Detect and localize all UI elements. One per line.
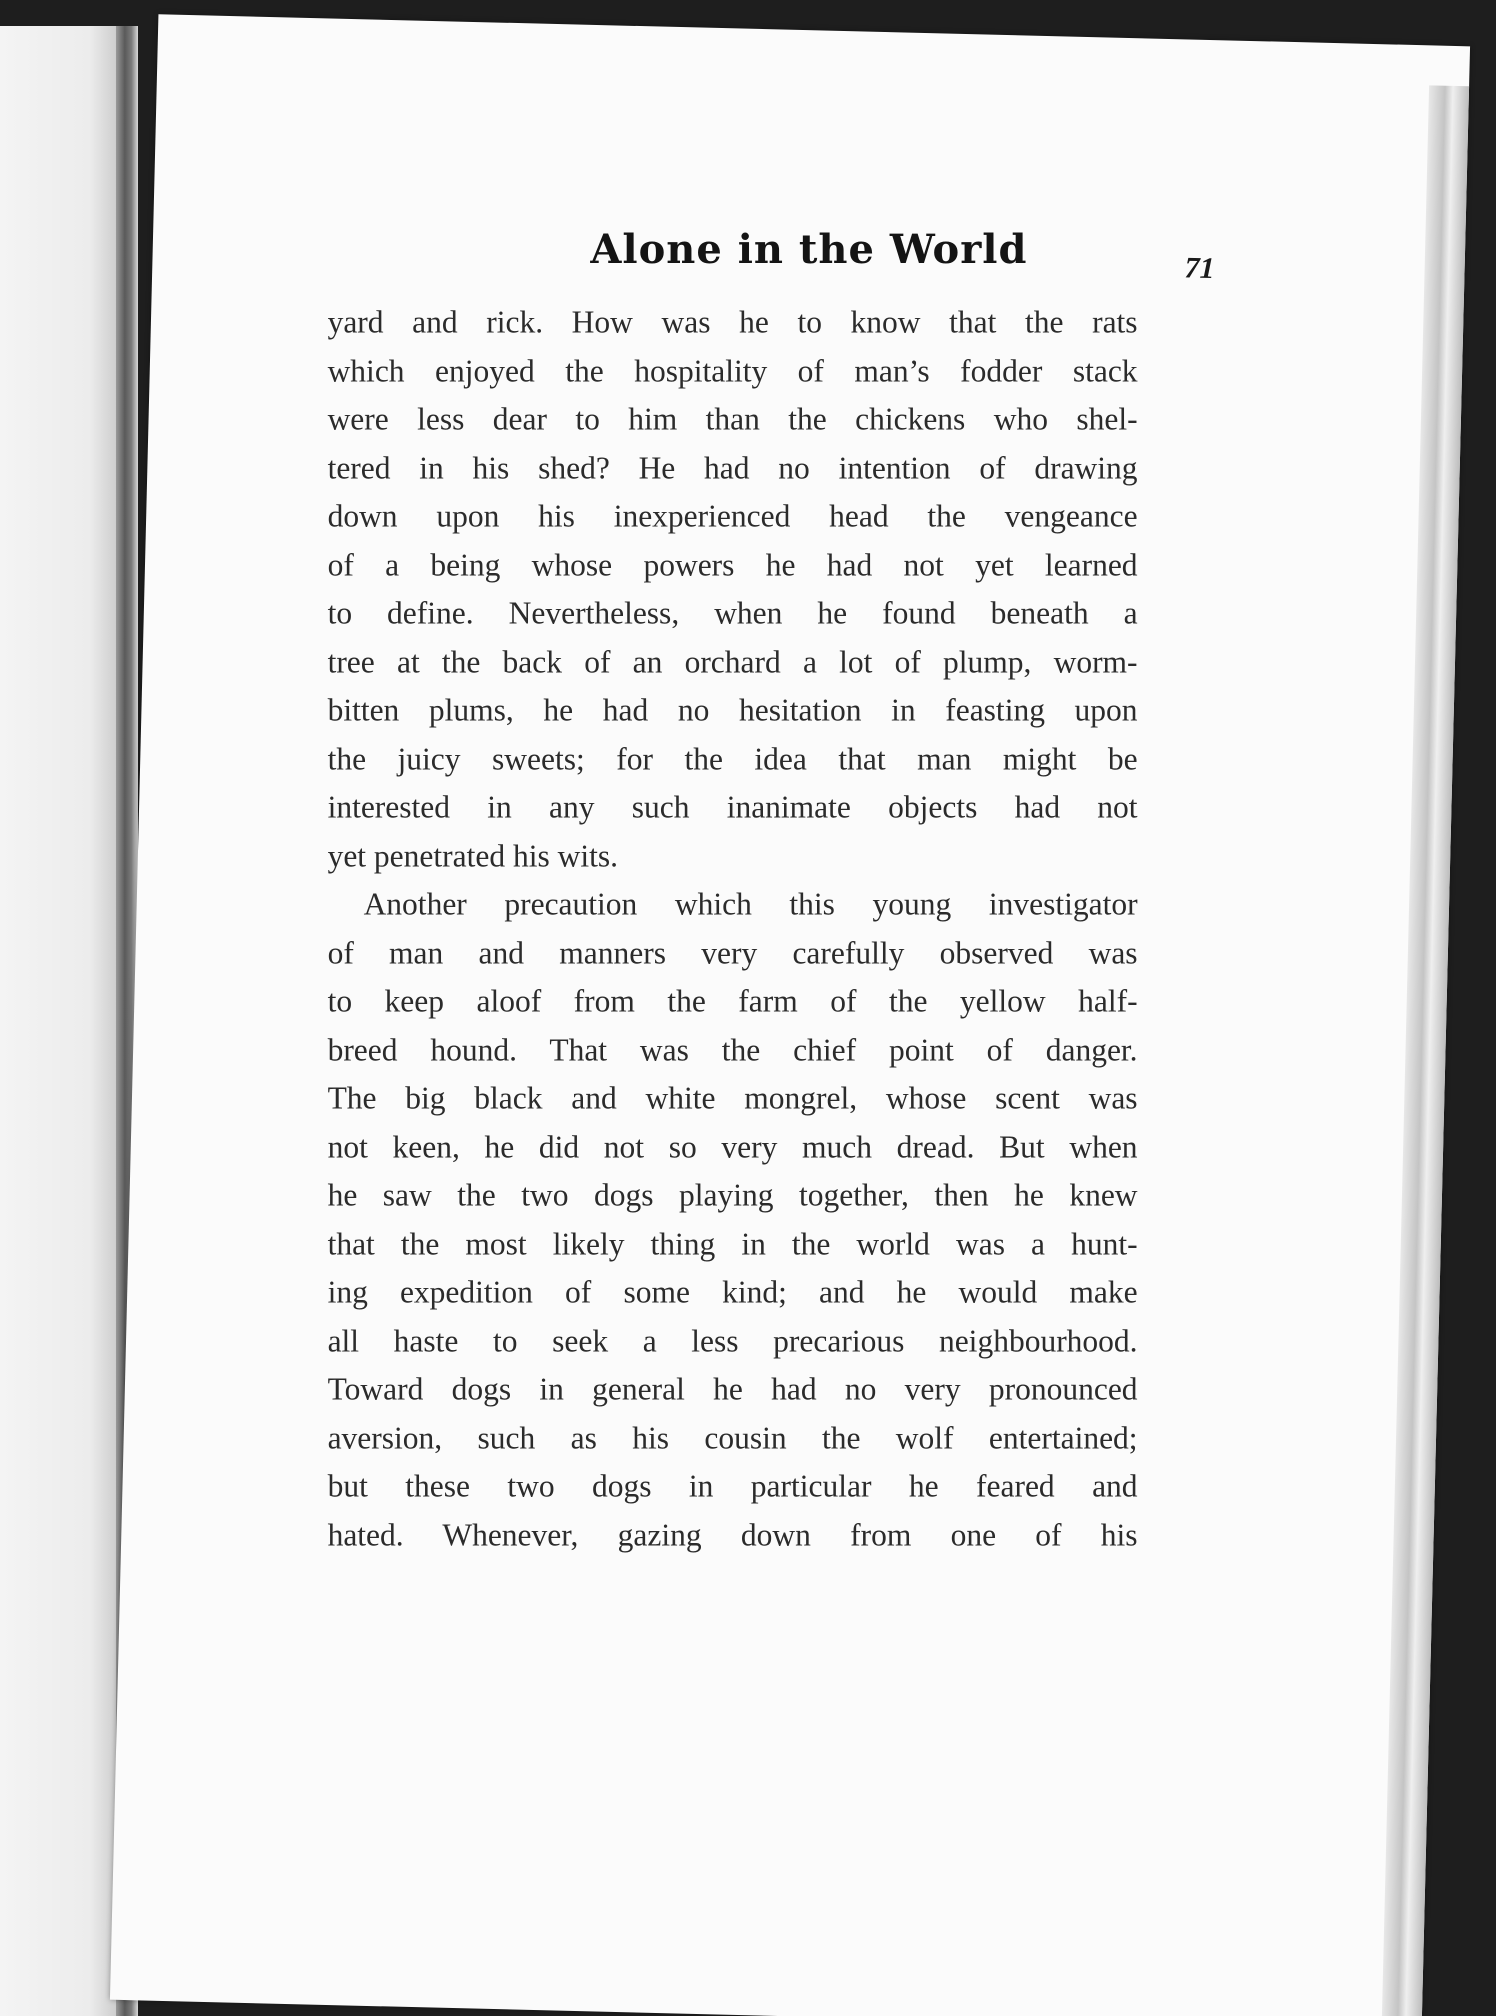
text-line: of a being whose powers he had not yet learned — [327, 546, 1138, 582]
text-line: Toward dogs in general he had no very pronounced — [327, 1371, 1138, 1407]
text-line: aversion, such as his cousin the wolf entertained; — [327, 1419, 1138, 1455]
text-line: but these two dogs in particular he feared and — [327, 1468, 1138, 1504]
text-line: tered in his shed? He had no intention of drawing — [327, 449, 1138, 485]
text-line: not keen, he did not so very much dread. But when — [327, 1128, 1138, 1164]
text-line: breed hound. That was the chief point of danger. — [327, 1031, 1138, 1067]
text-line: yard and rick. How was he to know that the rats — [327, 304, 1138, 340]
book-page — [110, 14, 1470, 2016]
text-line: yet penetrated his wits. — [327, 837, 618, 873]
text-line: to keep aloof from the farm of the yellow half- — [327, 983, 1138, 1019]
body-text — [328, 298, 1138, 1559]
text-line: down upon his inexperienced head the vengeance — [327, 498, 1138, 534]
page-number: 71 — [1184, 251, 1215, 286]
page-stack-edge — [1381, 85, 1469, 2016]
text-line: to define. Nevertheless, when he found beneath a — [327, 595, 1138, 631]
text-line: bitten plums, he had no hesitation in feasting upon — [327, 692, 1138, 728]
text-line: The big black and white mongrel, whose scent was — [327, 1080, 1138, 1116]
text-line: Another precaution which this young investigator — [363, 886, 1138, 922]
text-line: which enjoyed the hospitality of man’s fodder stack — [327, 352, 1138, 388]
text-line: tree at the back of an orchard a lot of plump, worm- — [327, 643, 1138, 679]
facing-page-edge — [0, 26, 128, 2016]
text-line: ing expedition of some kind; and he would make — [327, 1274, 1138, 1310]
text-line: of man and manners very carefully observed was — [327, 934, 1138, 970]
text-line: the juicy sweets; for the idea that man might be — [327, 740, 1138, 776]
text-line: interested in any such inanimate objects had not — [327, 789, 1138, 825]
text-line: hated. Whenever, gazing down from one of his — [327, 1516, 1138, 1552]
text-line: all haste to seek a less precarious neighbourhood. — [327, 1322, 1138, 1358]
text-line: he saw the two dogs playing together, then he knew — [327, 1177, 1138, 1213]
text-line: that the most likely thing in the world was a hunt- — [327, 1225, 1138, 1261]
running-title: Alone in the World — [590, 226, 1028, 274]
text-line: were less dear to him than the chickens who shel- — [327, 401, 1138, 437]
